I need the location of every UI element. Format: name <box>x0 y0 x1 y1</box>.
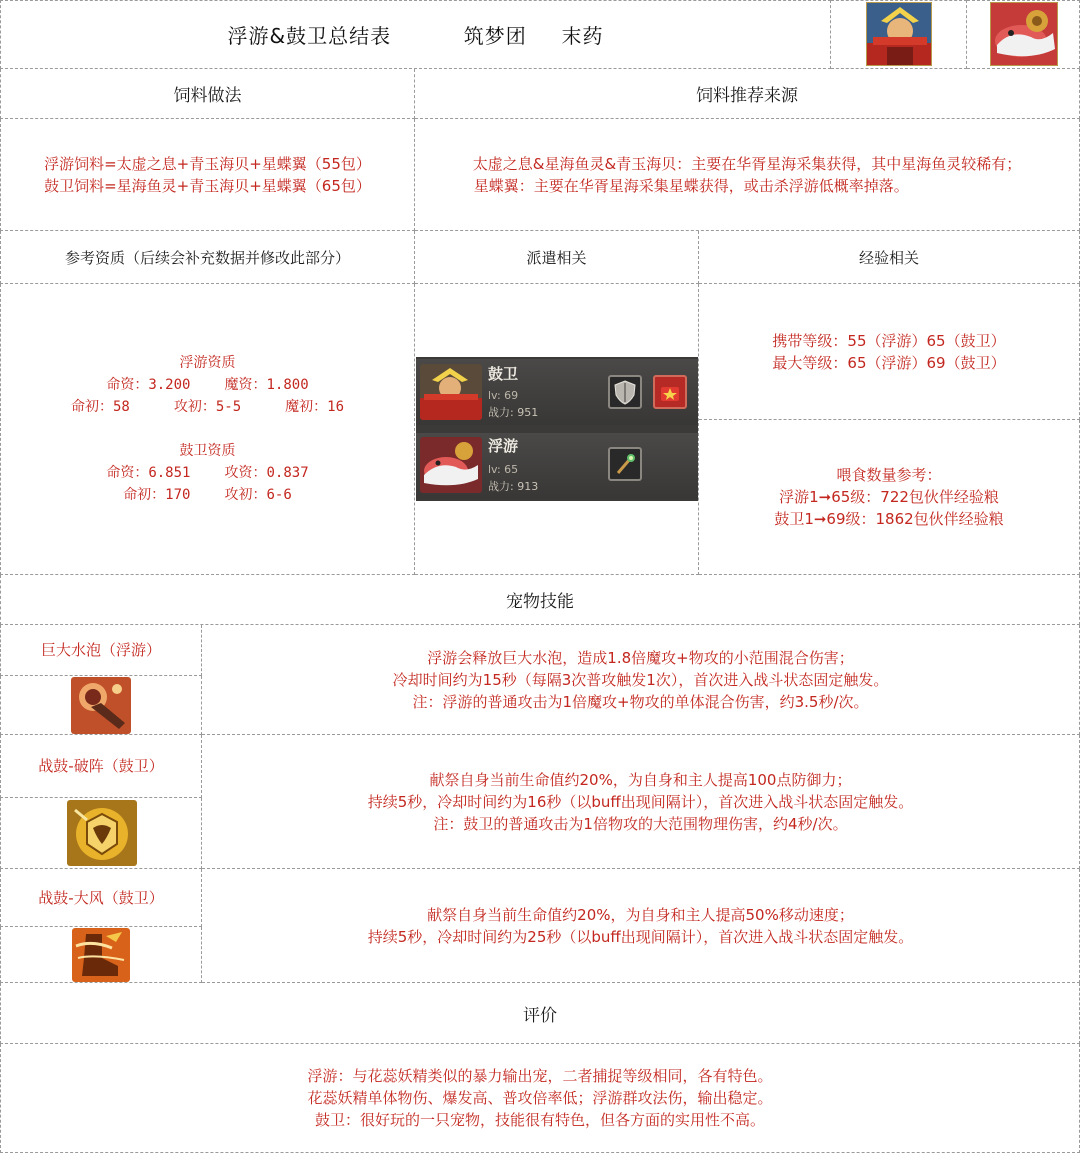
feed-source-line: 太虚之息&星海鱼灵&青玉海贝：主要在华胥星海采集获得，其中星海鱼灵较稀有； <box>472 154 1022 173</box>
review-content <box>0 1044 1080 1153</box>
skill-name-cell <box>0 735 202 798</box>
skills-header <box>0 575 1080 625</box>
skill-desc-line: 献祭自身当前生命值约20%，为自身和主人提高100点防御力； <box>429 770 852 789</box>
dispatch-pet-level: lv: 65 <box>488 463 519 476</box>
dispatch-pet-level: lv: 69 <box>488 389 519 402</box>
flag-star-icon[interactable] <box>653 375 687 409</box>
feed-source-content <box>415 119 1080 231</box>
skill-desc-line: 注：浮游的普通攻击为1倍魔攻+物攻的单体混合伤害，约3.5秒/次。 <box>412 692 869 711</box>
aptitude-content <box>0 284 415 575</box>
review-line: 鼓卫：很好玩的一只宠物，技能很有特色，但各方面的实用性不高。 <box>314 1111 765 1129</box>
skill-desc-line: 持续5秒，冷却时间约为16秒（以buff出现间隔计），首次进入战斗状态固定触发。 <box>367 792 914 811</box>
staff-icon[interactable] <box>608 447 642 481</box>
fuyou-portrait-icon <box>990 2 1058 66</box>
exp-header <box>699 231 1080 284</box>
stat-value: 命初：170 <box>123 487 191 503</box>
stat-value: 魔资：1.800 <box>224 377 309 393</box>
feed-method-header <box>0 69 415 119</box>
skill-desc-line: 冷却时间约为15秒（每隔3次普攻触发1次），首次进入战斗状态固定触发。 <box>392 670 889 689</box>
exp-feed-line: 鼓卫1➞69级：1862包伙伴经验粮 <box>774 510 1004 528</box>
exp-carry-line: 携带等级：55（浮游）65（鼓卫） <box>772 331 1006 350</box>
war-drum-icon <box>67 800 137 866</box>
skill-desc-line: 持续5秒，冷却时间约为25秒（以buff出现间隔计），首次进入战斗状态固定触发。 <box>367 927 914 946</box>
skill-name-cell <box>0 625 202 676</box>
dispatch-pet-row[interactable] <box>416 433 698 499</box>
dispatch-title: 派遣相关 <box>526 248 587 267</box>
dispatch-pet-row[interactable] <box>416 359 698 425</box>
bubble-skill-icon <box>71 677 131 734</box>
skill-desc-cell <box>202 869 1080 983</box>
feed-method-content <box>0 119 415 231</box>
guwei-aptitude-row2 <box>123 484 292 506</box>
feed-source-header <box>415 69 1080 119</box>
review-header <box>0 983 1080 1044</box>
review-line: 花蕊妖精单体物伤、爆发高、普攻倍率低；浮游群攻法伤，输出稳定。 <box>307 1089 773 1107</box>
dispatch-pet-power: 战力: 951 <box>488 406 539 419</box>
skill-desc-cell <box>202 625 1080 735</box>
dispatch-pet-name: 浮游 <box>488 437 519 455</box>
exp-carry-line: 最大等级：65（浮游）69（鼓卫） <box>772 353 1006 372</box>
guwei-aptitude-title: 鼓卫资质 <box>179 443 236 459</box>
stat-value: 攻初：5-5 <box>173 399 242 415</box>
dispatch-pet-name: 鼓卫 <box>488 365 519 383</box>
feed-method-line: 浮游饲料=太虚之息+青玉海贝+星蝶翼（55包） <box>44 154 371 173</box>
exp-feed-line: 喂食数量参考： <box>836 466 942 484</box>
stat-value: 命资：3.200 <box>106 377 191 393</box>
author-name: 末药 <box>561 24 604 48</box>
skill-desc-line: 献祭自身当前生命值约20%，为自身和主人提高50%移动速度； <box>427 905 854 924</box>
dispatch-game-panel <box>416 357 698 501</box>
feed-method-title: 饲料做法 <box>173 86 242 106</box>
team-name: 筑梦团 <box>463 24 527 48</box>
review-title: 评价 <box>523 1005 557 1026</box>
wind-boot-icon <box>72 928 130 982</box>
dispatch-pet-power: 战力: 913 <box>488 480 539 493</box>
stat-value: 攻资：0.837 <box>224 465 309 481</box>
skill-name: 战鼓-大风（鼓卫） <box>38 888 164 907</box>
skill-desc-line: 浮游会释放巨大水泡，造成1.8倍魔攻+物攻的小范围混合伤害； <box>427 648 854 667</box>
guwei-aptitude-row1 <box>106 462 308 484</box>
skill-name: 巨大水泡（浮游） <box>40 641 161 659</box>
guwei-portrait-icon <box>866 2 932 66</box>
review-line: 浮游：与花蕊妖精类似的暴力输出宠，二者捕捉等级相同，各有特色。 <box>307 1067 773 1085</box>
skill-desc-cell <box>202 735 1080 869</box>
stat-value: 魔初：16 <box>285 399 344 415</box>
feed-method-line: 鼓卫饲料=星海鱼灵+青玉海贝+星蝶翼（65包） <box>44 176 371 195</box>
fuyou-aptitude-title: 浮游资质 <box>179 355 236 371</box>
feed-source-title: 饲料推荐来源 <box>696 86 798 106</box>
fuyou-aptitude-row2 <box>71 396 344 418</box>
feed-source-line: 星蝶翼：主要在华胥星海采集星蝶获得，或击杀浮游低概率掉落。 <box>473 176 909 195</box>
shield-icon[interactable] <box>608 375 642 409</box>
exp-feed-line: 浮游1➞65级：722包伙伴经验粮 <box>779 488 999 506</box>
page-title <box>227 20 603 49</box>
skill-desc-line: 注：鼓卫的普通攻击为1倍物攻的大范围物理伤害，约4秒/次。 <box>433 814 848 833</box>
exp-feed-content <box>699 420 1080 575</box>
stat-value: 命初：58 <box>70 399 130 415</box>
fuyou-thumb-icon <box>420 437 482 493</box>
aptitude-title: 参考资质（后续会补充数据并修改此部分） <box>64 248 350 267</box>
dispatch-header <box>415 231 699 284</box>
title-cell <box>0 0 831 69</box>
guwei-thumb-icon <box>420 364 482 420</box>
fuyou-aptitude-row1 <box>106 374 308 396</box>
exp-title: 经验相关 <box>858 248 919 267</box>
aptitude-header <box>0 231 415 284</box>
stat-value: 命资：6.851 <box>106 465 191 481</box>
skill-name-cell <box>0 869 202 927</box>
title-text: 浮游&鼓卫总结表 <box>227 24 392 48</box>
stat-value: 攻初：6-6 <box>224 487 292 503</box>
exp-carry-content <box>699 284 1080 420</box>
skill-name: 战鼓-破阵（鼓卫） <box>38 757 164 775</box>
skills-title: 宠物技能 <box>506 592 574 612</box>
